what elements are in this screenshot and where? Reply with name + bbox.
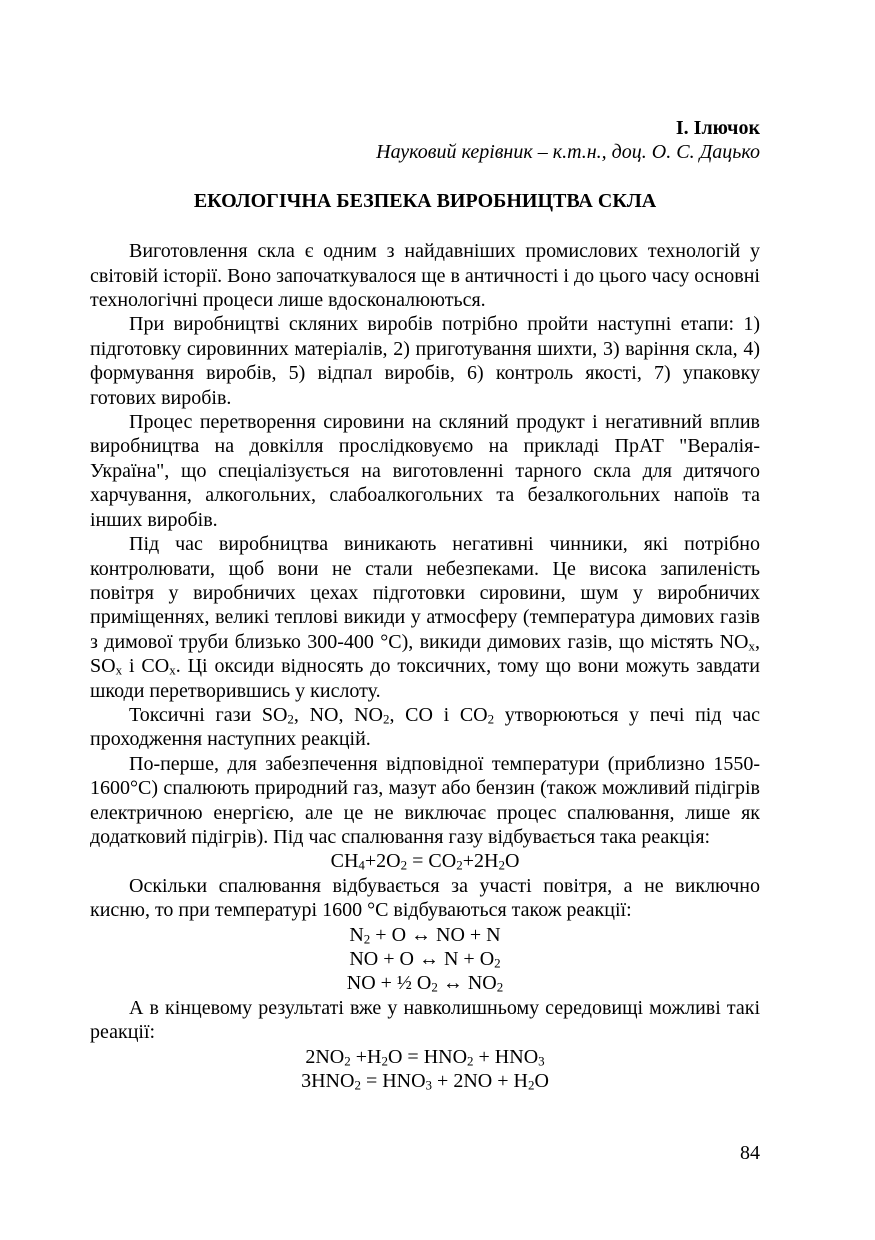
equation: $CH_4+2O_2 = CO_2+2H_2O$ [330,850,520,873]
supervisor-line: Науковий керівник – к.т.н., доц. О. С. Дацько [376,141,760,164]
equation: $2NO_2 +H_2O = HNO_2 + HNO_3$ [305,1045,545,1069]
paragraph: Під час виробництва виникають негативні чинники, які потрібно контролювати, щоб вони не стали небезпеками. Це висока запиленість повітря у виробничих цехах підготовки сировини, шум у виробничих приміщеннях, великі теплові викиди у атмосферу (температура димових газів з димової труби близько 300-400 °С), викиди димових газів, що містять $NO_x$, $SO_x$ і $CO_x$. Ці оксиди відносять до токсичних, тому що вони можуть завдати шкоди перетворившись у кислоту. [90,533,761,702]
paragraph: Оскільки спалювання відбувається за участі повітря, а не виключно кисню, то при температурі 1600 °С відбуваються також реакції: [90,874,760,922]
paragraph: Токсичні гази $SO_2$, NO, $NO_2$, CO і $CO_2$ утворюються у печі під час проходження наступних реакцій. [90,703,760,751]
paragraph: А в кінцевому результаті вже у навколишньому середовищі можливі такі реакції: [90,996,760,1044]
paragraph: Виготовлення скла є одним з найдавніших промислових технологій у світовій історії. Воно започаткувалося ще в античності і до цього часу основні технологічні процеси лише вдосконалюються. [90,240,760,312]
body [90,239,760,1093]
paragraph: По-перше, для забезпечення відповідної температури (приблизно 1550-1600°С) спалюють природний газ, мазут або бензин (також можливий підігрів електричною енергією, але це не виключає процес спалювання, лише як додатковий підігрів). Під час спалювання газу відбувається така реакція: [90,752,760,848]
page-title: ЕКОЛОГІЧНА БЕЗПЕКА ВИРОБНИЦТВА СКЛА [193,189,657,212]
page-number: 84 [740,1142,760,1164]
equation: NO + O ↔ $N + O_2$ [349,948,501,971]
page-content [90,116,760,1093]
byline [90,116,760,165]
paragraph: При виробництві скляних виробів потрібно пройти наступні етапи: 1) підготовку сировинних матеріалів, 2) приготування шихти, 3) варіння скла, 4) формування виробів, 5) відпал виробів, 6) контроль якості, 7) упаковку готових виробів. [90,313,760,409]
equation: NO + ½ $O_2$ ↔ $NO_2$ [346,972,504,995]
equation: $N_2 + O$ ↔ NO + N [349,923,501,947]
equation: $3HNO_2 = HNO_3 + 2NO + H_2O$ [301,1070,549,1093]
paragraph: Процес перетворення сировини на скляний продукт і негативний вплив виробництва на довкілля прослідковуємо на прикладі ПрАТ "Вералія-Україна", що спеціалізується на виготовленні тарного скла для дитячого харчування, алкогольних, слабоалкогольних та безалкогольних напоїв та інших виробів. [90,411,760,531]
author-name: І. Ілючок [675,117,760,139]
